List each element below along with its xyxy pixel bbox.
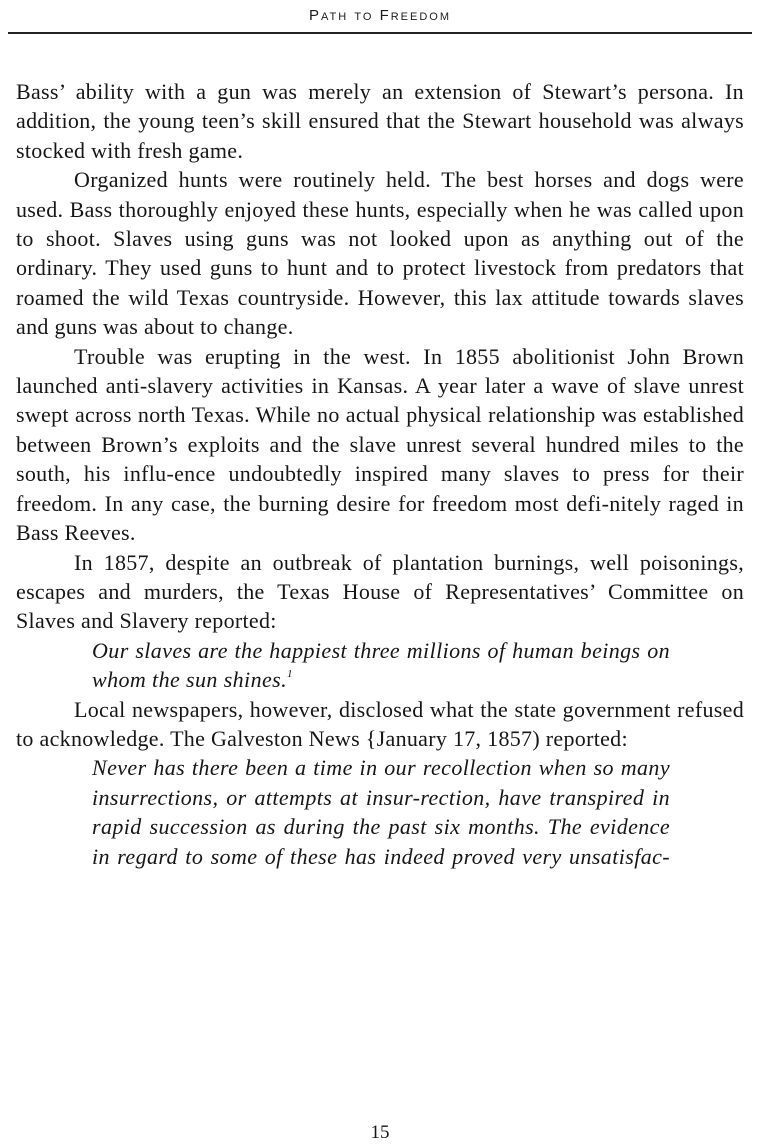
- block-quote-1-text: Our slaves are the happiest three millions of human beings on whom the sun shines.: [92, 637, 670, 693]
- paragraph-4: In 1857, despite an outbreak of plantation burnings, well poisonings, escapes and murders, the Texas House of Representatives’ Committee on Slaves and Slavery reported:: [16, 549, 744, 634]
- running-head: Path to Freedom: [308, 7, 452, 24]
- paragraph-5: Local newspapers, however, disclosed what the state government refused to acknowledge. The Galveston News {January 17, 1857) reported:: [16, 696, 744, 751]
- block-quote-2: Never has there been a time in our recollection when so many insurrections, or attempts at insur-rection, have transpired in rapid succession as during the past six months. The evidence in regard to some of these has indeed proved very unsatisfac-: [92, 755, 670, 869]
- header-rule: [8, 32, 752, 34]
- footnote-marker: 1: [287, 668, 293, 681]
- paragraph-2: Organized hunts were routinely held. The best horses and dogs were used. Bass thoroughly enjoyed these hunts, especially when he was called upon to shoot. Slaves using guns was not looked upon as anything out of the ordinary. They used guns to hunt and to protect livestock from predators that roamed the wild Texas countryside. However, this lax attitude towards slaves and guns was about to change.: [16, 167, 744, 340]
- paragraph-1: Bass’ ability with a gun was merely an extension of Stewart’s persona. In addition, the young teen’s skill ensured that the Stewart household was always stocked with fresh game.: [16, 79, 744, 163]
- page-number: 15: [370, 1122, 390, 1143]
- body-text: [16, 77, 744, 871]
- paragraph-3: Trouble was erupting in the west. In 1855 abolitionist John Brown launched anti-slavery activities in Kansas. A year later a wave of slave unrest swept across north Texas. While no actual physical relationship was established between Brown’s exploits and the slave unrest several hundred miles to the south, his influ-ence undoubtedly inspired many slaves to press for their freedom. In any case, the burning desire for freedom most defi-nitely raged in Bass Reeves.: [16, 343, 744, 546]
- block-quote-1: [16, 636, 744, 695]
